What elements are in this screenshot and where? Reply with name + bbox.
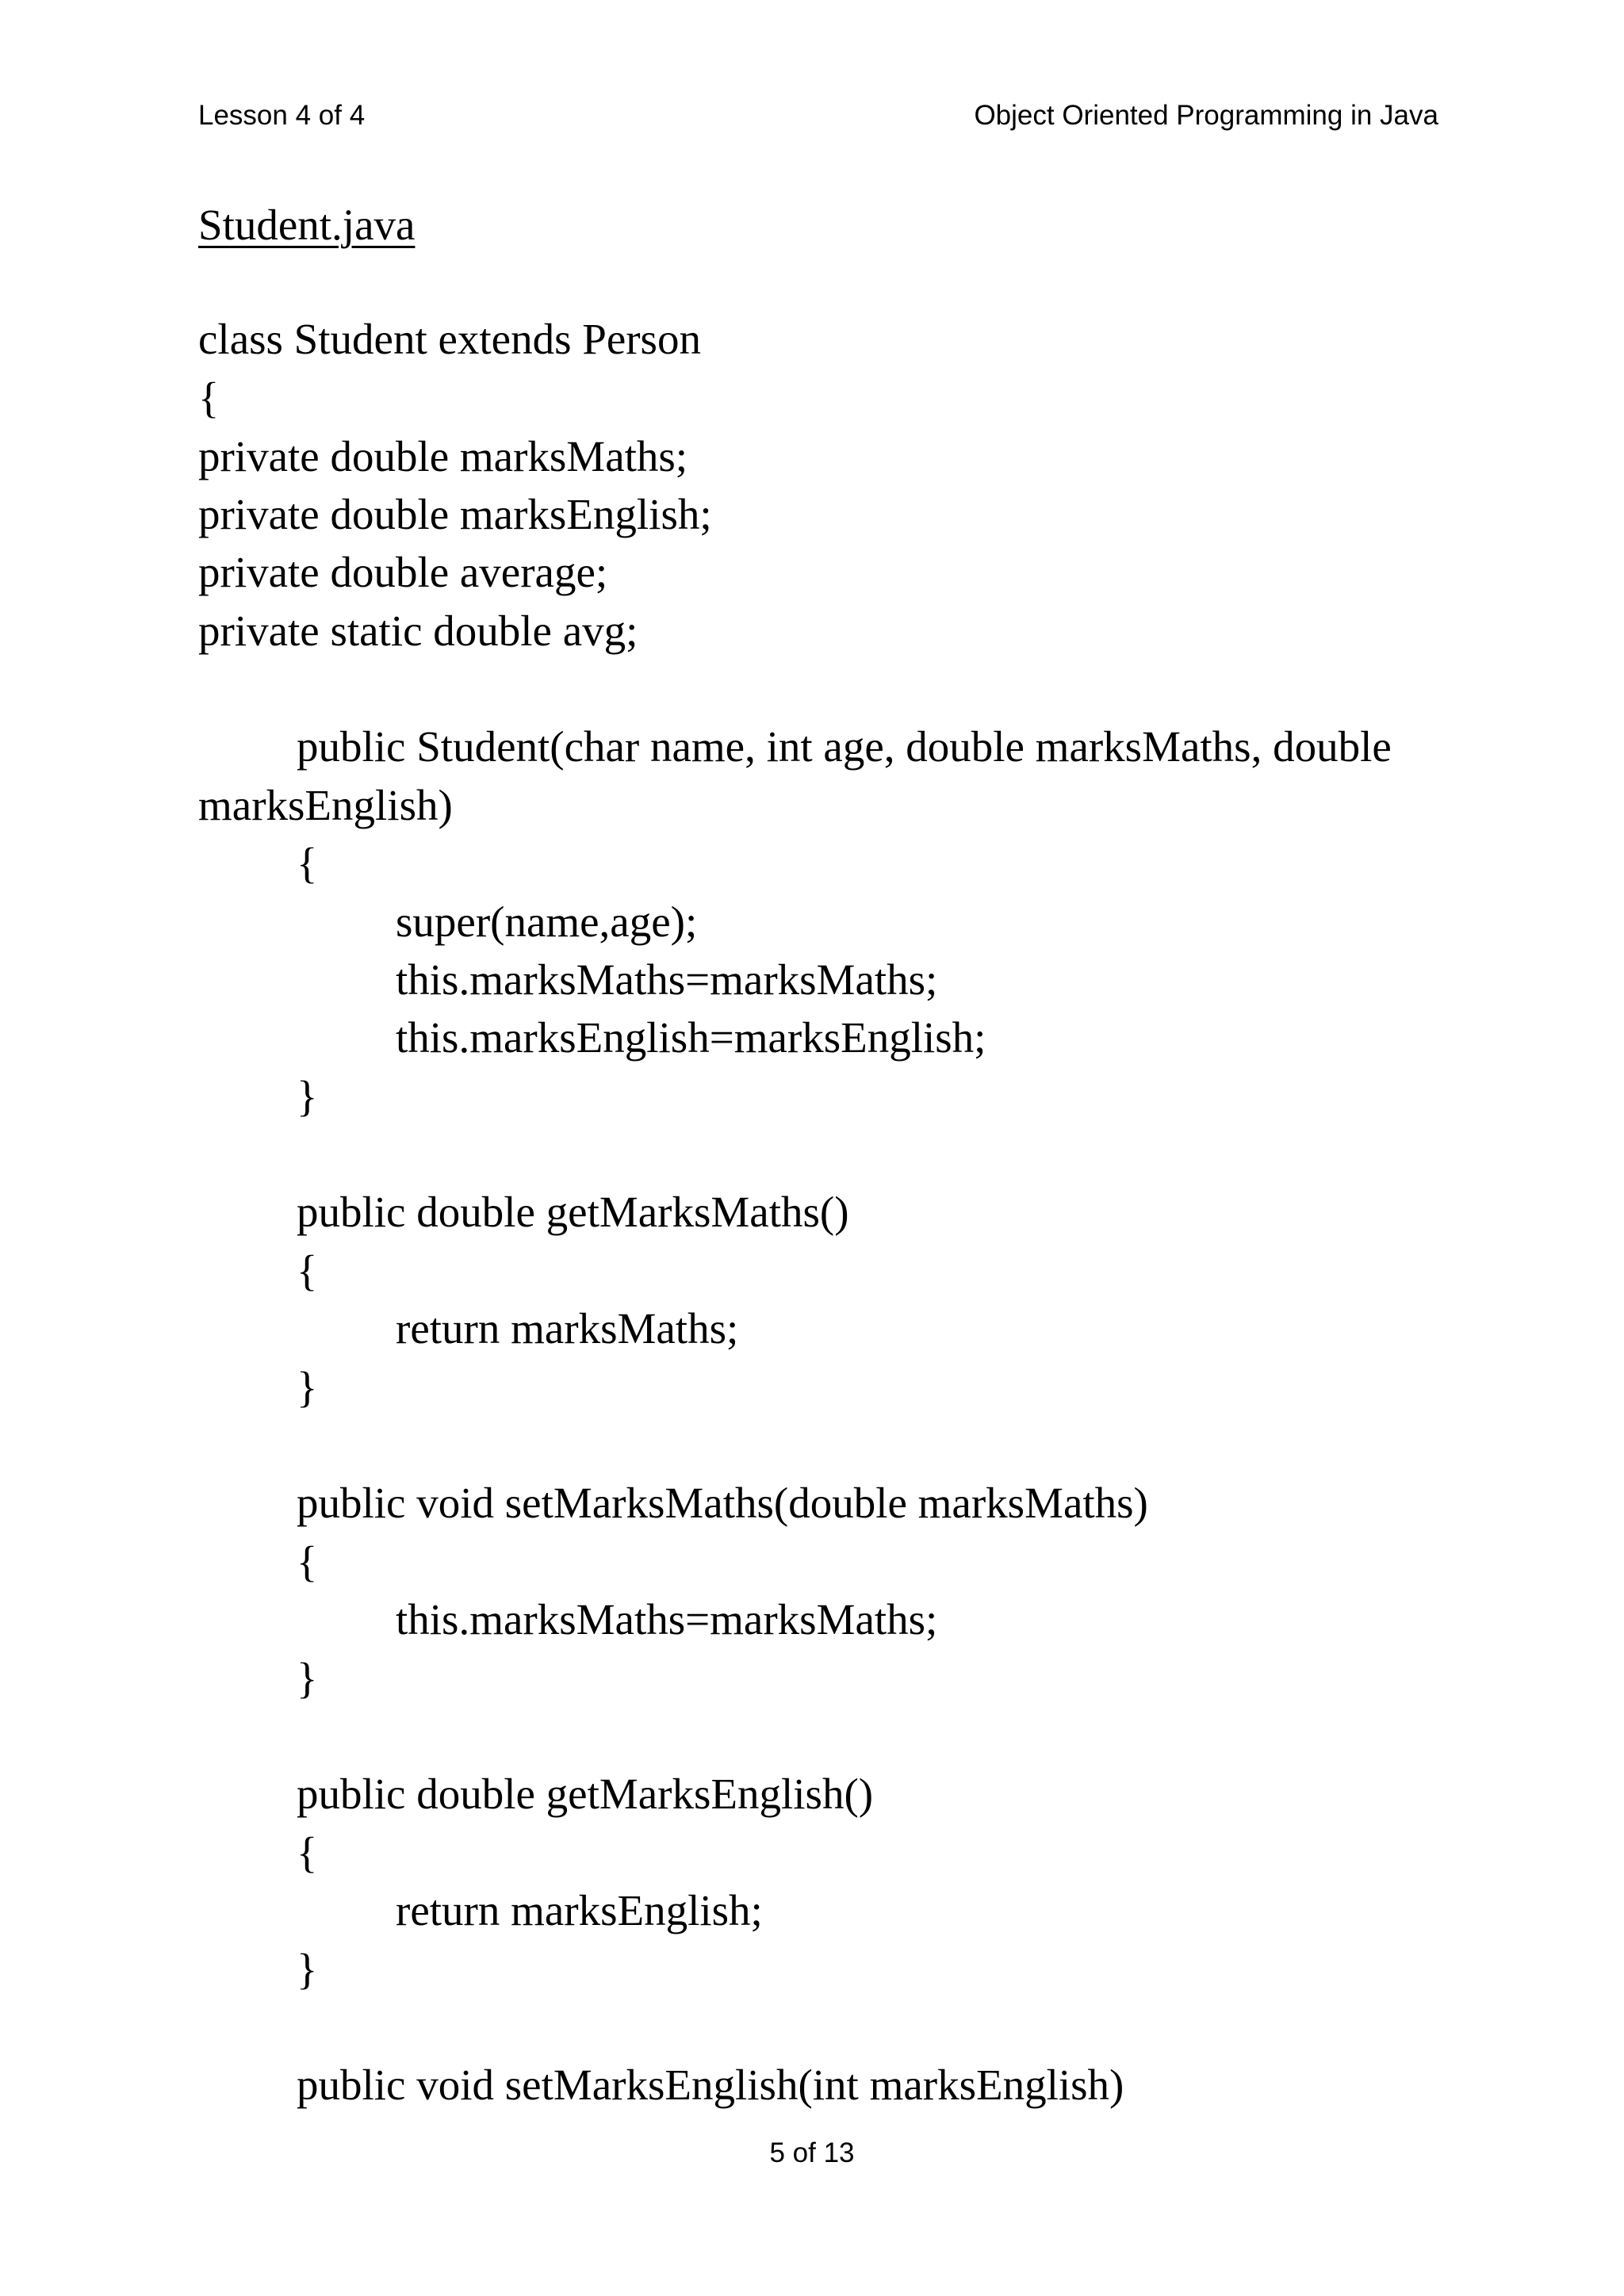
code-line: return marksMaths; — [396, 1304, 739, 1353]
code-line: } — [297, 1654, 318, 1702]
code-line: { — [297, 839, 318, 887]
code-line: return marksEnglish; — [396, 1886, 763, 1934]
code-line: class Student extends Person — [198, 315, 701, 363]
code-line: this.marksMaths=marksMaths; — [396, 1595, 938, 1644]
code-line: { — [297, 1828, 318, 1877]
code-line: this.marksEnglish=marksEnglish; — [396, 1013, 986, 1062]
file-title: Student.java — [198, 201, 416, 249]
code-line: private double average; — [198, 548, 608, 596]
code-line: { — [297, 1246, 318, 1295]
code-line: public Student(char name, int age, double marksMaths, double — [297, 722, 1392, 771]
code-line: marksEnglish) — [198, 781, 453, 829]
page-number: 5 of 13 — [769, 2137, 855, 2168]
code-line: private double marksEnglish; — [198, 490, 712, 538]
code-line: } — [297, 1945, 318, 1993]
code-line: } — [297, 1072, 318, 1120]
code-line: super(name,age); — [396, 897, 698, 946]
code-line: public double getMarksMaths() — [297, 1188, 849, 1236]
code-line: this.marksMaths=marksMaths; — [396, 955, 938, 1004]
code-line: { — [297, 1537, 318, 1586]
header-lesson-label: Lesson 4 of 4 — [198, 100, 366, 131]
code-line: public void setMarksEnglish(int marksEnglish) — [297, 2061, 1124, 2109]
code-line: public void setMarksMaths(double marksMaths) — [297, 1479, 1148, 1527]
code-line: } — [297, 1363, 318, 1411]
header-course-title: Object Oriented Programming in Java — [974, 100, 1438, 131]
code-line: private double marksMaths; — [198, 432, 688, 480]
code-line: public double getMarksEnglish() — [297, 1770, 874, 1818]
code-line: private static double avg; — [198, 607, 638, 655]
code-line: { — [198, 373, 220, 422]
